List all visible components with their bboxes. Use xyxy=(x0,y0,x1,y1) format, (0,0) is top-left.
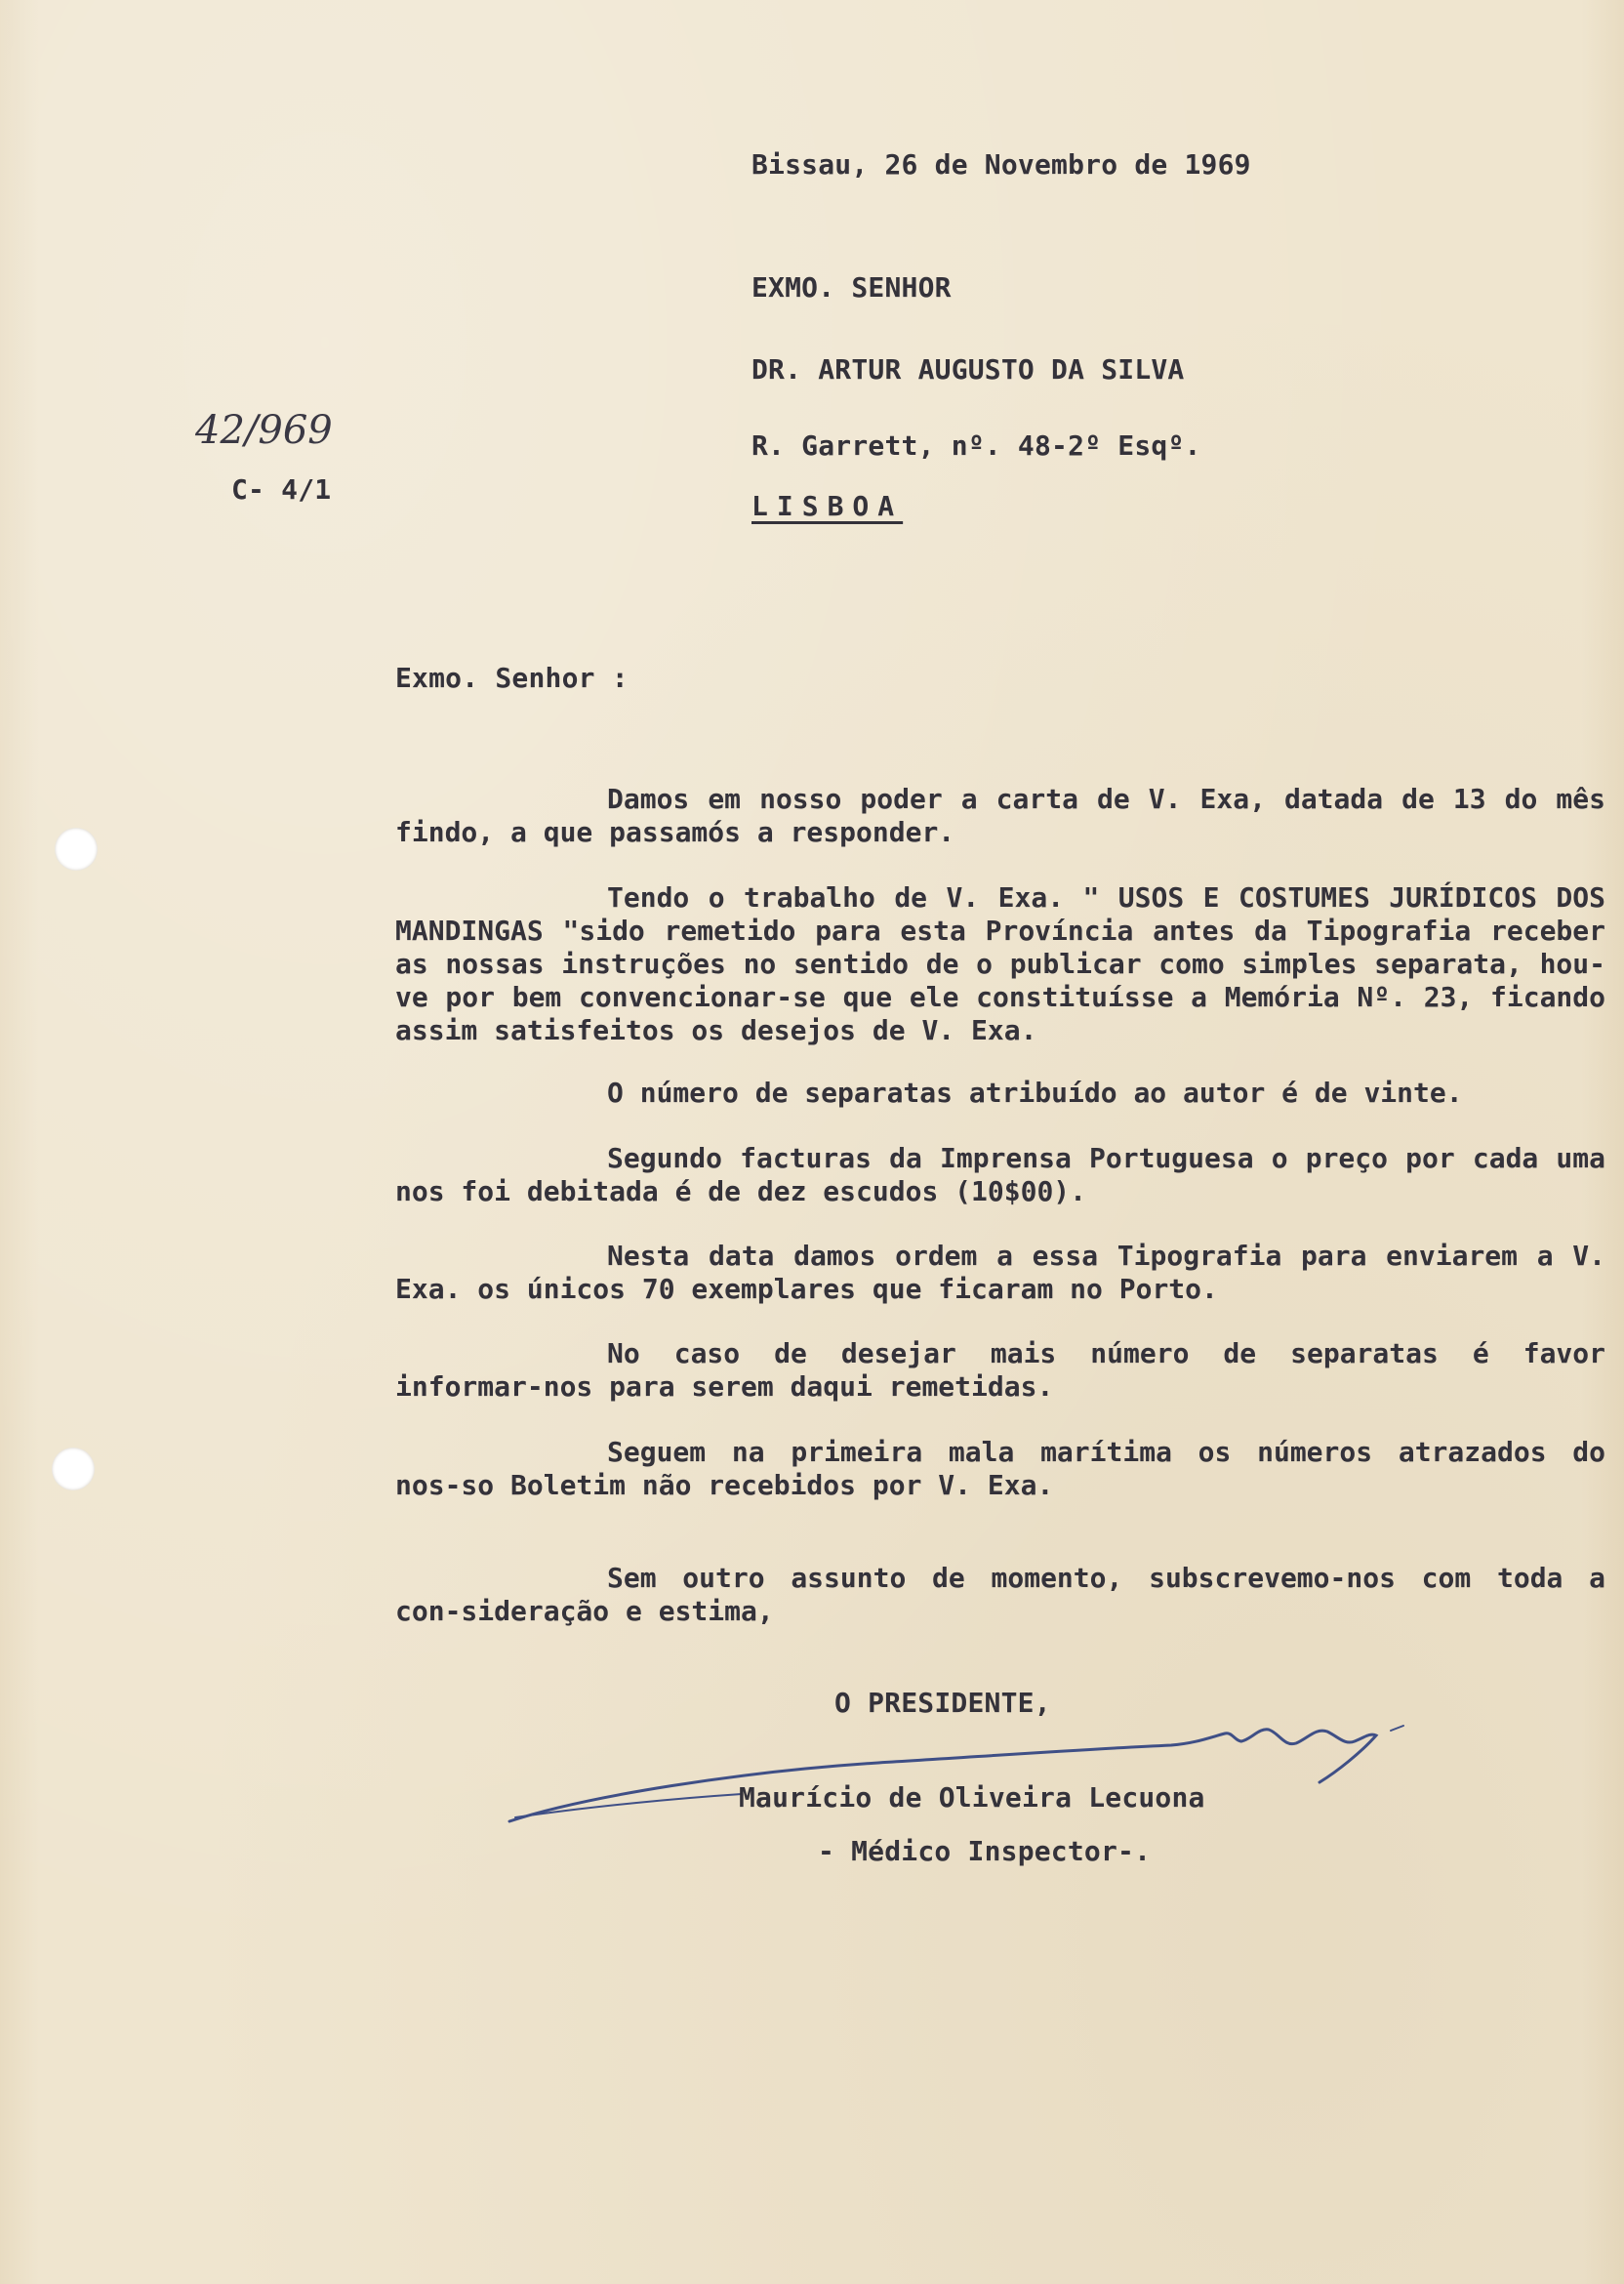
paragraph-3: O número de separatas atribuído ao autor é de vinte. xyxy=(607,1077,1463,1109)
signatory-name: Maurício de Oliveira Lecuona xyxy=(739,1781,1205,1814)
recipient-name: DR. ARTUR AUGUSTO DA SILVA xyxy=(751,353,1185,386)
reference-number: 42/969 xyxy=(195,408,333,453)
recipient-city: LISBOA xyxy=(751,490,904,522)
recipient-salutation: EXMO. SENHOR xyxy=(751,271,952,304)
paragraph-1: Damos em nosso poder a carta de V. Exa, datada de 13 do mês findo, a que passamós a responder. xyxy=(395,783,1605,848)
greeting: Exmo. Senhor : xyxy=(395,662,629,694)
paragraph-6: No caso de desejar mais número de separatas é favor informar-nos para serem daqui remetidas. xyxy=(395,1337,1605,1403)
paragraph-2: Tendo o trabalho de V. Exa. " USOS E COSTUMES JURÍDICOS DOS MANDINGAS "sido remetido para esta Província antes da Tipografia receber as nossas instruções no sentido de o publicar como simples separata, hou-ve por bem convencionar-se que ele constituísse a Memória Nº. 23, ficando assim satisfeitos os desejos de V. Exa. xyxy=(395,881,1605,1046)
paragraph-8: Sem outro assunto de momento, subscrevemo-nos com toda a con-sideração e estima, xyxy=(395,1562,1605,1627)
paragraph-4: Segundo facturas da Imprensa Portuguesa o preço por cada uma nos foi debitada é de dez escudos (10$00). xyxy=(395,1142,1605,1207)
paragraph-7: Seguem na primeira mala marítima os números atrazados do nos-so Boletim não recebidos por V. Exa. xyxy=(395,1436,1605,1501)
reference-code: C- 4/1 xyxy=(231,473,332,506)
signatory-role: - Médico Inspector-. xyxy=(818,1835,1152,1867)
recipient-address: R. Garrett, nº. 48-2º Esqº. xyxy=(751,429,1201,462)
closing-title: O PRESIDENTE, xyxy=(834,1687,1051,1719)
place-date: Bissau, 26 de Novembro de 1969 xyxy=(751,148,1251,181)
paragraph-5: Nesta data damos ordem a essa Tipografia para enviarem a V. Exa. os únicos 70 exemplares que ficaram no Porto. xyxy=(395,1240,1605,1305)
